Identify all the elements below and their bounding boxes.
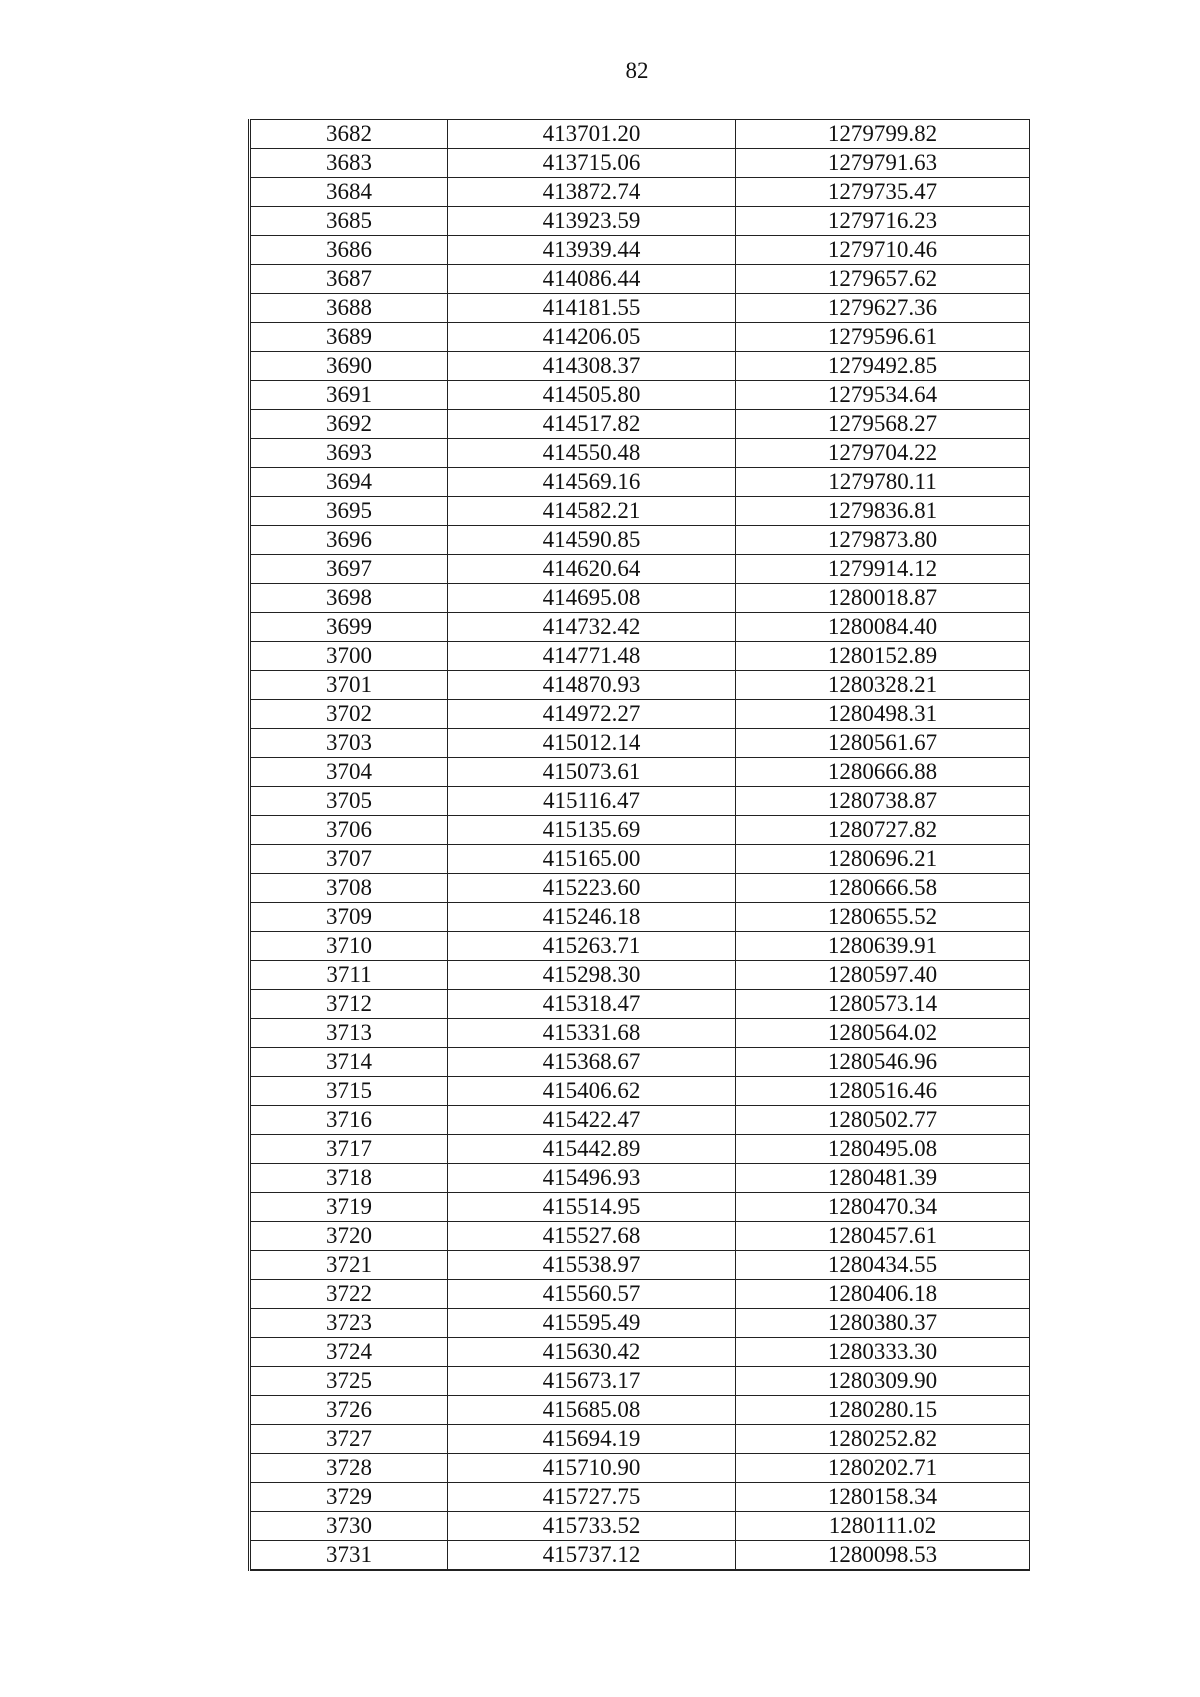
table-row: [250, 1309, 1030, 1338]
table-row: [250, 468, 1030, 497]
point-number-cell: 3713: [250, 1019, 448, 1048]
y-coordinate-cell: 1280666.88: [736, 758, 1030, 787]
table-row: [250, 1048, 1030, 1077]
y-coordinate-cell: 1280098.53: [736, 1541, 1030, 1571]
x-coordinate-cell: 415406.62: [448, 1077, 736, 1106]
point-number-cell: 3687: [250, 265, 448, 294]
point-number-cell: 3711: [250, 961, 448, 990]
point-number-cell: 3693: [250, 439, 448, 468]
x-coordinate-cell: 414870.93: [448, 671, 736, 700]
table-row: [250, 178, 1030, 207]
x-coordinate-cell: 415673.17: [448, 1367, 736, 1396]
x-coordinate-cell: 415595.49: [448, 1309, 736, 1338]
table-row: [250, 526, 1030, 555]
coordinates-table-body: [250, 120, 1030, 1571]
x-coordinate-cell: 415733.52: [448, 1512, 736, 1541]
table-row: [250, 497, 1030, 526]
y-coordinate-cell: 1280696.21: [736, 845, 1030, 874]
point-number-cell: 3704: [250, 758, 448, 787]
point-number-cell: 3703: [250, 729, 448, 758]
y-coordinate-cell: 1279791.63: [736, 149, 1030, 178]
table-row: [250, 787, 1030, 816]
table-row: [250, 120, 1030, 149]
y-coordinate-cell: 1280495.08: [736, 1135, 1030, 1164]
table-row: [250, 758, 1030, 787]
point-number-cell: 3685: [250, 207, 448, 236]
x-coordinate-cell: 414086.44: [448, 265, 736, 294]
point-number-cell: 3692: [250, 410, 448, 439]
point-number-cell: 3699: [250, 613, 448, 642]
x-coordinate-cell: 415116.47: [448, 787, 736, 816]
y-coordinate-cell: 1280252.82: [736, 1425, 1030, 1454]
table-row: [250, 961, 1030, 990]
x-coordinate-cell: 413872.74: [448, 178, 736, 207]
y-coordinate-cell: 1279627.36: [736, 294, 1030, 323]
point-number-cell: 3702: [250, 700, 448, 729]
table-row: [250, 903, 1030, 932]
table-row: [250, 1425, 1030, 1454]
y-coordinate-cell: 1279799.82: [736, 120, 1030, 149]
table-row: [250, 729, 1030, 758]
y-coordinate-cell: 1280498.31: [736, 700, 1030, 729]
y-coordinate-cell: 1280561.67: [736, 729, 1030, 758]
y-coordinate-cell: 1279716.23: [736, 207, 1030, 236]
y-coordinate-cell: 1280639.91: [736, 932, 1030, 961]
x-coordinate-cell: 415527.68: [448, 1222, 736, 1251]
table-row: [250, 555, 1030, 584]
x-coordinate-cell: 414732.42: [448, 613, 736, 642]
point-number-cell: 3706: [250, 816, 448, 845]
point-number-cell: 3705: [250, 787, 448, 816]
table-row: [250, 1338, 1030, 1367]
y-coordinate-cell: 1280738.87: [736, 787, 1030, 816]
point-number-cell: 3718: [250, 1164, 448, 1193]
x-coordinate-cell: 414181.55: [448, 294, 736, 323]
point-number-cell: 3728: [250, 1454, 448, 1483]
point-number-cell: 3719: [250, 1193, 448, 1222]
y-coordinate-cell: 1280111.02: [736, 1512, 1030, 1541]
x-coordinate-cell: 415298.30: [448, 961, 736, 990]
x-coordinate-cell: 414308.37: [448, 352, 736, 381]
x-coordinate-cell: 415012.14: [448, 729, 736, 758]
table-row: [250, 845, 1030, 874]
table-row: [250, 1280, 1030, 1309]
x-coordinate-cell: 415560.57: [448, 1280, 736, 1309]
table-row: [250, 439, 1030, 468]
y-coordinate-cell: 1280655.52: [736, 903, 1030, 932]
table-row: [250, 1367, 1030, 1396]
y-coordinate-cell: 1279657.62: [736, 265, 1030, 294]
point-number-cell: 3727: [250, 1425, 448, 1454]
y-coordinate-cell: 1279780.11: [736, 468, 1030, 497]
table-row: [250, 1077, 1030, 1106]
point-number-cell: 3709: [250, 903, 448, 932]
point-number-cell: 3722: [250, 1280, 448, 1309]
table-row: [250, 1106, 1030, 1135]
table-row: [250, 584, 1030, 613]
y-coordinate-cell: 1280018.87: [736, 584, 1030, 613]
y-coordinate-cell: 1280666.58: [736, 874, 1030, 903]
point-number-cell: 3720: [250, 1222, 448, 1251]
table-row: [250, 1222, 1030, 1251]
point-number-cell: 3726: [250, 1396, 448, 1425]
x-coordinate-cell: 414771.48: [448, 642, 736, 671]
y-coordinate-cell: 1279704.22: [736, 439, 1030, 468]
y-coordinate-cell: 1280280.15: [736, 1396, 1030, 1425]
point-number-cell: 3690: [250, 352, 448, 381]
y-coordinate-cell: 1280502.77: [736, 1106, 1030, 1135]
y-coordinate-cell: 1279492.85: [736, 352, 1030, 381]
x-coordinate-cell: 414972.27: [448, 700, 736, 729]
y-coordinate-cell: 1280564.02: [736, 1019, 1030, 1048]
table-row: [250, 149, 1030, 178]
point-number-cell: 3696: [250, 526, 448, 555]
y-coordinate-cell: 1279534.64: [736, 381, 1030, 410]
y-coordinate-cell: 1280434.55: [736, 1251, 1030, 1280]
table-row: [250, 990, 1030, 1019]
table-row: [250, 1019, 1030, 1048]
x-coordinate-cell: 415442.89: [448, 1135, 736, 1164]
y-coordinate-cell: 1280727.82: [736, 816, 1030, 845]
table-row: [250, 352, 1030, 381]
table-row: [250, 236, 1030, 265]
x-coordinate-cell: 413939.44: [448, 236, 736, 265]
x-coordinate-cell: 415737.12: [448, 1541, 736, 1571]
x-coordinate-cell: 415727.75: [448, 1483, 736, 1512]
y-coordinate-cell: 1280158.34: [736, 1483, 1030, 1512]
x-coordinate-cell: 415630.42: [448, 1338, 736, 1367]
x-coordinate-cell: 414620.64: [448, 555, 736, 584]
point-number-cell: 3721: [250, 1251, 448, 1280]
table-row: [250, 874, 1030, 903]
y-coordinate-cell: 1280516.46: [736, 1077, 1030, 1106]
table-row: [250, 1541, 1030, 1571]
page-number: 82: [625, 58, 649, 83]
point-number-cell: 3686: [250, 236, 448, 265]
point-number-cell: 3691: [250, 381, 448, 410]
x-coordinate-cell: 414550.48: [448, 439, 736, 468]
y-coordinate-cell: 1279914.12: [736, 555, 1030, 584]
point-number-cell: 3715: [250, 1077, 448, 1106]
table-row: [250, 207, 1030, 236]
table-row: [250, 1135, 1030, 1164]
y-coordinate-cell: 1280152.89: [736, 642, 1030, 671]
point-number-cell: 3725: [250, 1367, 448, 1396]
table-row: [250, 294, 1030, 323]
y-coordinate-cell: 1280546.96: [736, 1048, 1030, 1077]
y-coordinate-cell: 1279596.61: [736, 323, 1030, 352]
y-coordinate-cell: 1280328.21: [736, 671, 1030, 700]
y-coordinate-cell: 1280309.90: [736, 1367, 1030, 1396]
x-coordinate-cell: 415422.47: [448, 1106, 736, 1135]
point-number-cell: 3694: [250, 468, 448, 497]
point-number-cell: 3724: [250, 1338, 448, 1367]
table-row: [250, 642, 1030, 671]
x-coordinate-cell: 415694.19: [448, 1425, 736, 1454]
table-row: [250, 381, 1030, 410]
y-coordinate-cell: 1280406.18: [736, 1280, 1030, 1309]
y-coordinate-cell: 1280573.14: [736, 990, 1030, 1019]
table-row: [250, 1164, 1030, 1193]
point-number-cell: 3707: [250, 845, 448, 874]
table-row: [250, 410, 1030, 439]
y-coordinate-cell: 1280597.40: [736, 961, 1030, 990]
point-number-cell: 3688: [250, 294, 448, 323]
point-number-cell: 3723: [250, 1309, 448, 1338]
point-number-cell: 3700: [250, 642, 448, 671]
point-number-cell: 3682: [250, 120, 448, 149]
y-coordinate-cell: 1279568.27: [736, 410, 1030, 439]
y-coordinate-cell: 1280202.71: [736, 1454, 1030, 1483]
point-number-cell: 3730: [250, 1512, 448, 1541]
point-number-cell: 3710: [250, 932, 448, 961]
y-coordinate-cell: 1280457.61: [736, 1222, 1030, 1251]
point-number-cell: 3714: [250, 1048, 448, 1077]
x-coordinate-cell: 415496.93: [448, 1164, 736, 1193]
y-coordinate-cell: 1280084.40: [736, 613, 1030, 642]
x-coordinate-cell: 415246.18: [448, 903, 736, 932]
point-number-cell: 3729: [250, 1483, 448, 1512]
x-coordinate-cell: 414695.08: [448, 584, 736, 613]
y-coordinate-cell: 1279873.80: [736, 526, 1030, 555]
table-row: [250, 323, 1030, 352]
x-coordinate-cell: 413923.59: [448, 207, 736, 236]
x-coordinate-cell: 415331.68: [448, 1019, 736, 1048]
y-coordinate-cell: 1279836.81: [736, 497, 1030, 526]
table-row: [250, 700, 1030, 729]
point-number-cell: 3717: [250, 1135, 448, 1164]
point-number-cell: 3695: [250, 497, 448, 526]
point-number-cell: 3712: [250, 990, 448, 1019]
x-coordinate-cell: 415368.67: [448, 1048, 736, 1077]
point-number-cell: 3697: [250, 555, 448, 584]
table-row: [250, 1483, 1030, 1512]
x-coordinate-cell: 415685.08: [448, 1396, 736, 1425]
x-coordinate-cell: 415263.71: [448, 932, 736, 961]
y-coordinate-cell: 1280333.30: [736, 1338, 1030, 1367]
x-coordinate-cell: 414569.16: [448, 468, 736, 497]
x-coordinate-cell: 413701.20: [448, 120, 736, 149]
x-coordinate-cell: 415538.97: [448, 1251, 736, 1280]
table-row: [250, 932, 1030, 961]
table-row: [250, 1454, 1030, 1483]
table-row: [250, 1512, 1030, 1541]
x-coordinate-cell: 415073.61: [448, 758, 736, 787]
y-coordinate-cell: 1280481.39: [736, 1164, 1030, 1193]
table-row: [250, 613, 1030, 642]
x-coordinate-cell: 414582.21: [448, 497, 736, 526]
point-number-cell: 3701: [250, 671, 448, 700]
point-number-cell: 3731: [250, 1541, 448, 1571]
y-coordinate-cell: 1280470.34: [736, 1193, 1030, 1222]
x-coordinate-cell: 415223.60: [448, 874, 736, 903]
x-coordinate-cell: 414206.05: [448, 323, 736, 352]
y-coordinate-cell: 1279735.47: [736, 178, 1030, 207]
x-coordinate-cell: 415165.00: [448, 845, 736, 874]
table-row: [250, 816, 1030, 845]
y-coordinate-cell: 1279710.46: [736, 236, 1030, 265]
table-row: [250, 1251, 1030, 1280]
point-number-cell: 3698: [250, 584, 448, 613]
table-row: [250, 671, 1030, 700]
x-coordinate-cell: 414517.82: [448, 410, 736, 439]
point-number-cell: 3716: [250, 1106, 448, 1135]
table-row: [250, 265, 1030, 294]
x-coordinate-cell: 415514.95: [448, 1193, 736, 1222]
x-coordinate-cell: 414505.80: [448, 381, 736, 410]
y-coordinate-cell: 1280380.37: [736, 1309, 1030, 1338]
coordinates-table: [248, 119, 1030, 1571]
point-number-cell: 3689: [250, 323, 448, 352]
table-row: [250, 1396, 1030, 1425]
x-coordinate-cell: 415135.69: [448, 816, 736, 845]
x-coordinate-cell: 414590.85: [448, 526, 736, 555]
point-number-cell: 3708: [250, 874, 448, 903]
table-row: [250, 1193, 1030, 1222]
x-coordinate-cell: 415710.90: [448, 1454, 736, 1483]
x-coordinate-cell: 415318.47: [448, 990, 736, 1019]
point-number-cell: 3684: [250, 178, 448, 207]
point-number-cell: 3683: [250, 149, 448, 178]
x-coordinate-cell: 413715.06: [448, 149, 736, 178]
